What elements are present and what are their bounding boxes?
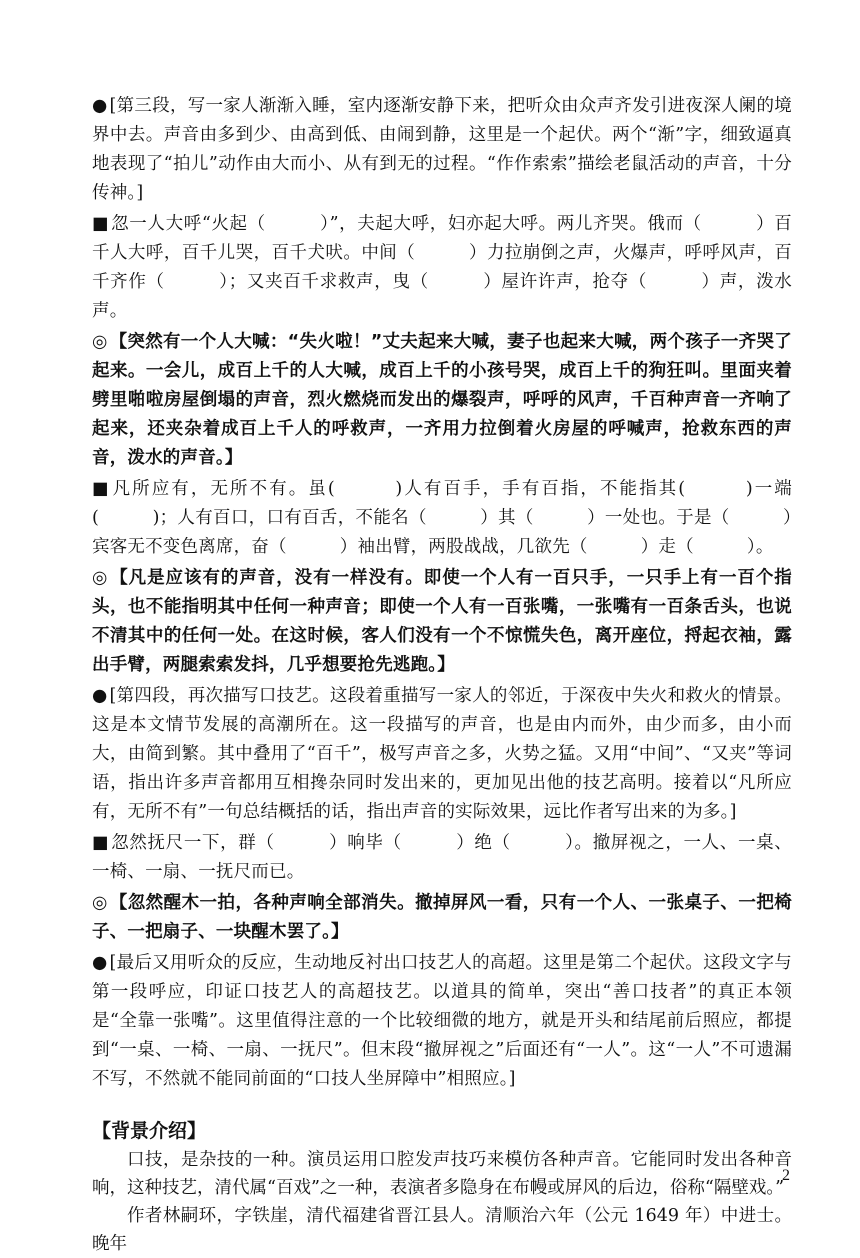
translation-paragraph <box>92 889 792 947</box>
translation-paragraph <box>92 328 792 473</box>
note-text: [第三段，写一家人渐渐入睡，室内逐渐安静下来，把听众由众声齐发引进夜深人阑的境界中去。声音由多到少、由高到低、由闹到静，这里是一个起伏。两个“渐”字，细致逼真地表现了“拍儿”动作由大而小、从有到无的过程。“作作索索”描绘老鼠活动的声音，十分传神。] <box>92 96 792 203</box>
circle-marker: ◎ <box>92 332 108 352</box>
circle-marker: ◎ <box>92 893 108 913</box>
note-paragraph-final <box>92 949 792 1094</box>
translation-paragraph <box>92 564 792 680</box>
note-paragraph-4 <box>92 682 792 827</box>
circle-marker: ◎ <box>92 568 109 588</box>
bullet-marker: ● <box>92 953 108 973</box>
original-text: 忽一人大呼“火起（ ）”，夫起大呼，妇亦起大呼。两儿齐哭。俄而（ ）百千人大呼，百千儿哭，百千犬吠。中间（ ）力拉崩倒之声，火爆声，呼呼风声，百千齐作（ ）；又夹百千求救声，曳（ ）屋许许声，抢夺（ ）声，泼水声。 <box>92 214 792 321</box>
original-text-paragraph <box>92 829 792 887</box>
translation-text: 【凡是应该有的声音，没有一样没有。即使一个人有一百只手，一只手上有一百个指头，也不能指明其中任何一种声音；即使一个人有一百张嘴，一张嘴有一百条舌头，也说不清其中的任何一处。在这时候，客人们没有一个不惊慌失色，离开座位，捋起衣袖，露出手臂，两腿索索发抖，几乎想要抢先逃跑。】 <box>92 568 792 675</box>
translation-text: 【突然有一个人大喊：“失火啦！”丈夫起来大喊，妻子也起来大喊，两个孩子一齐哭了起来。一会儿，成百上千的人大喊，成百上千的小孩号哭，成百上千的狗狂叫。里面夹着劈里啪啦房屋倒塌的声音，烈火燃烧而发出的爆裂声，呼呼的风声，千百种声音一齐响了起来，还夹杂着成百上千人的呼救声，一齐用力拉倒着火房屋的呼喊声，抢救东西的声音，泼水的声音。】 <box>92 332 792 468</box>
document-page <box>92 92 792 1258</box>
note-text: [最后又用听众的反应，生动地反衬出口技艺人的高超。这里是第二个起伏。这段文字与第一段呼应，印证口技艺人的高超技艺。以道具的简单，突出“善口技者”的真正本领是“全靠一张嘴”。这里值得注意的一个比较细微的地方，就是开头和结尾前后照应，都提到“一桌、一椅、一扇、一抚尺”。但末段“撤屏视之”后面还有“一人”。这“一人”不可遗漏不写，不然就不能同前面的“口技人坐屏障中”相照应。] <box>92 953 792 1089</box>
page-number: 2 <box>782 1167 790 1184</box>
section-heading: 【背景介绍】 <box>92 1120 207 1142</box>
note-paragraph-3 <box>92 92 792 208</box>
original-text: 忽然抚尺一下，群（ ）响毕（ ）绝（ ）。撤屏视之，一人、一桌、一椅、一扇、一抚尺而已。 <box>92 833 792 882</box>
square-marker: ■ <box>92 214 110 234</box>
square-marker: ■ <box>92 833 110 853</box>
background-paragraph: 作者林嗣环，字铁崖，清代福建省晋江县人。清顺治六年（公元 1649 年）中进士。晚年 <box>92 1206 792 1254</box>
translation-text: 【忽然醒木一拍，各种声响全部消失。撤掉屏风一看，只有一个人、一张桌子、一把椅子、一把扇子、一块醒木罢了。】 <box>92 893 792 942</box>
bullet-marker: ● <box>92 96 108 116</box>
square-marker: ■ <box>92 479 111 499</box>
original-text: 凡所应有，无所不有。虽( )人有百手，手有百指，不能指其( )一端( )；人有百口，口有百舌，不能名（ ）其（ ）一处也。于是（ ）宾客无不变色离席，奋（ ）袖出臂，两股战战，几欲先（ ）走（ ）。 <box>92 479 792 557</box>
bullet-marker: ● <box>92 686 108 706</box>
original-text-paragraph <box>92 475 792 562</box>
note-text: [第四段，再次描写口技艺。这段着重描写一家人的邻近，于深夜中失火和救火的情景。这是本文情节发展的高潮所在。这一段描写的声音，也是由内而外，由少而多，由小而大，由简到繁。其中叠用了“百千”，极写声音之多，火势之猛。又用“中间”、“又夹”等词语，指出许多声音都用互相搀杂同时发出来的，更加见出他的技艺高明。接着以“凡所应有，无所不有”一句总结概括的话，指出声音的实际效果，远比作者写出来的为多。] <box>92 686 792 822</box>
original-text-paragraph <box>92 210 792 326</box>
background-paragraph: 口技，是杂技的一种。演员运用口腔发声技巧来模仿各种声音。它能同时发出各种音响，这种技艺，清代属“百戏”之一种，表演者多隐身在布幔或屏风的后边，俗称“隔壁戏。” <box>92 1150 792 1198</box>
